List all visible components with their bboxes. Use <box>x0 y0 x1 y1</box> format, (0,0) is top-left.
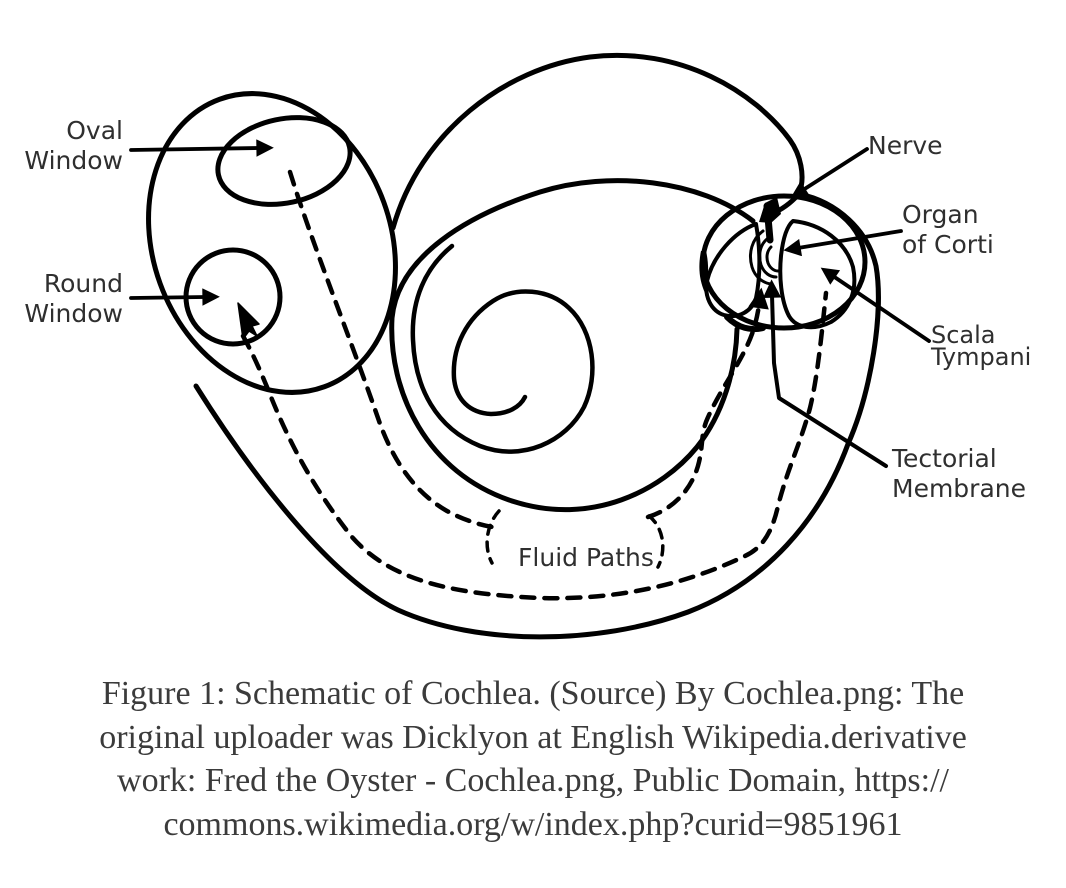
organ-of-corti-label-line2: of Corti <box>902 230 994 259</box>
caption-line: commons.wikimedia.org/w/index.php?curid=9851961 <box>163 805 903 843</box>
vestibule-outline <box>108 59 436 428</box>
fluid-paths-label: Fluid Paths <box>518 543 654 572</box>
organ-of-corti-arrow <box>798 231 901 248</box>
oval-window-label-line1: Oval <box>66 116 123 145</box>
cochlea-outer-top-outline <box>393 55 802 228</box>
inner-spiral <box>413 246 593 452</box>
oval-window-shape <box>210 106 359 216</box>
organ-of-corti-label-line1: Organ <box>902 200 979 229</box>
round-window-label <box>20 269 123 329</box>
nerve-channel <box>767 206 770 240</box>
round-window-cursor-arrowhead <box>238 303 259 339</box>
scala-vestibuli-lobe <box>706 224 759 316</box>
scala-tympani-label-line2: Tympani <box>931 343 1032 371</box>
scala-tympani-lobe <box>780 221 854 327</box>
round-window-label-line2: Window <box>24 299 123 328</box>
tectorial-membrane-label-line2: Membrane <box>892 474 1026 503</box>
tectorial-membrane-label <box>892 444 1026 504</box>
figure-caption <box>33 672 1033 846</box>
caption-line: work: Fred the Oyster - Cochlea.png, Public Domain, https:// <box>117 762 949 799</box>
oval-window-label <box>20 116 123 176</box>
tectorial-membrane-label-line1: Tectorial <box>892 444 997 473</box>
organ-of-corti-label <box>902 200 994 260</box>
round-window-arrow <box>131 297 205 298</box>
nerve-arrow <box>803 149 867 190</box>
nerve-label: Nerve <box>868 131 943 160</box>
scala-tympani-label <box>931 321 1032 371</box>
oval-window-label-line2: Window <box>24 146 123 175</box>
caption-line: original uploader was Dicklyon at English Wikipedia.derivative <box>99 718 967 756</box>
caption-line: Figure 1: Schematic of Cochlea. (Source) By Cochlea.png: The <box>101 675 965 712</box>
oval-window-arrow <box>131 148 259 150</box>
organ-of-corti-arcs <box>750 231 778 284</box>
round-window-label-line1: Round <box>43 269 123 298</box>
fluid-path-upper-dashed <box>290 172 759 527</box>
scala-tympani-label-line1: Scala <box>931 321 996 349</box>
